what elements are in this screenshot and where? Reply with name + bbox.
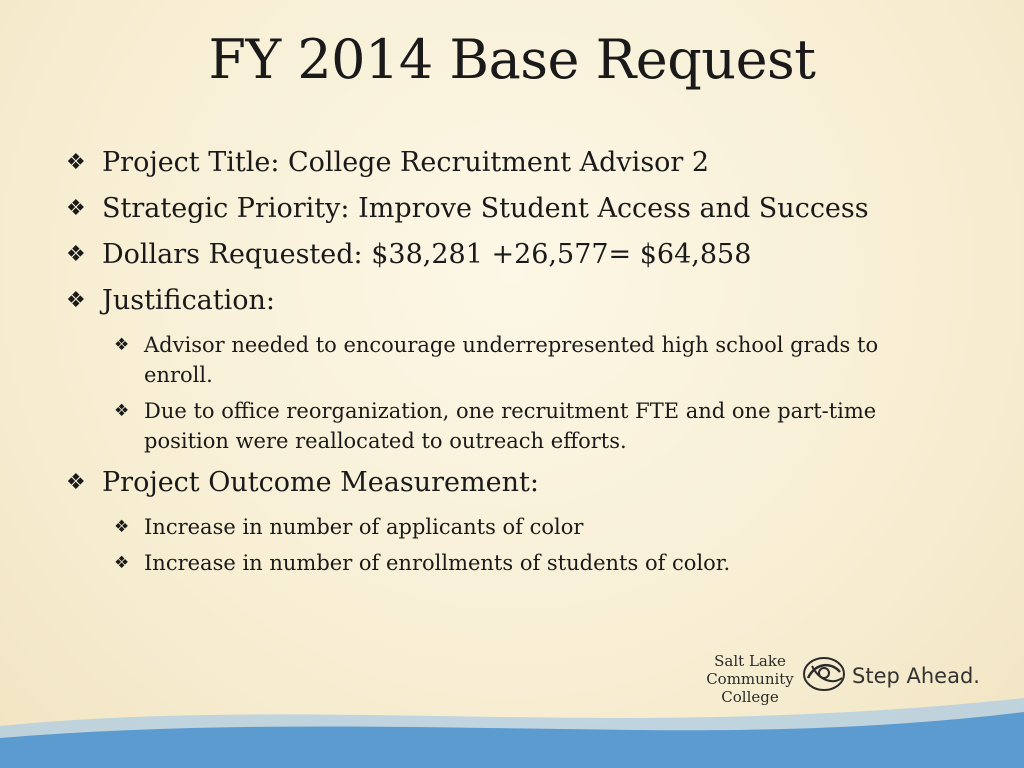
diamond-bullet-icon: ❖ — [114, 401, 130, 421]
diamond-bullet-icon: ❖ — [66, 288, 86, 313]
diamond-bullet-icon: ❖ — [114, 553, 130, 573]
bullet-text: Project Title: College Recruitment Advisor 2 — [102, 147, 710, 178]
bullet-text: Project Outcome Measurement: — [102, 467, 539, 498]
college-tagline: Step Ahead. — [852, 664, 980, 688]
bullet-list — [66, 140, 966, 582]
bullet-text: Dollars Requested: $38,281 +26,577= $64,858 — [102, 239, 752, 270]
college-emblem-icon — [800, 652, 848, 696]
diamond-bullet-icon: ❖ — [66, 470, 86, 495]
diamond-bullet-icon: ❖ — [66, 150, 86, 175]
bullet-project-title — [66, 140, 966, 186]
bullet-strategic-priority — [66, 186, 966, 232]
sub-bullet-text: Advisor needed to encourage underrepresented high school grads to enroll. — [144, 333, 879, 387]
bullet-text: Justification: — [102, 285, 276, 316]
bullet-justification — [66, 278, 966, 324]
bullet-outcome-measurement — [66, 460, 966, 506]
sub-bullet-text: Due to office reorganization, one recruitment FTE and one part-time position were reallocated to outreach efforts. — [144, 399, 877, 453]
sub-bullet-advisor-needed — [114, 330, 944, 390]
diamond-bullet-icon: ❖ — [66, 242, 86, 267]
diamond-bullet-icon: ❖ — [114, 335, 130, 355]
bullet-dollars-requested — [66, 232, 966, 278]
sub-bullet-enrollments — [114, 548, 944, 578]
sub-bullet-office-reorganization — [114, 396, 944, 456]
diamond-bullet-icon: ❖ — [114, 517, 130, 537]
college-name: Salt Lake Community College — [706, 652, 794, 706]
slide-title: FY 2014 Base Request — [208, 28, 816, 91]
college-logo — [690, 650, 990, 716]
sub-bullet-applicants — [114, 512, 944, 542]
diamond-bullet-icon: ❖ — [66, 196, 86, 221]
sub-bullet-text: Increase in number of enrollments of students of color. — [144, 551, 731, 575]
bullet-text: Strategic Priority: Improve Student Access and Success — [102, 193, 869, 224]
sub-bullet-text: Increase in number of applicants of color — [144, 515, 584, 539]
